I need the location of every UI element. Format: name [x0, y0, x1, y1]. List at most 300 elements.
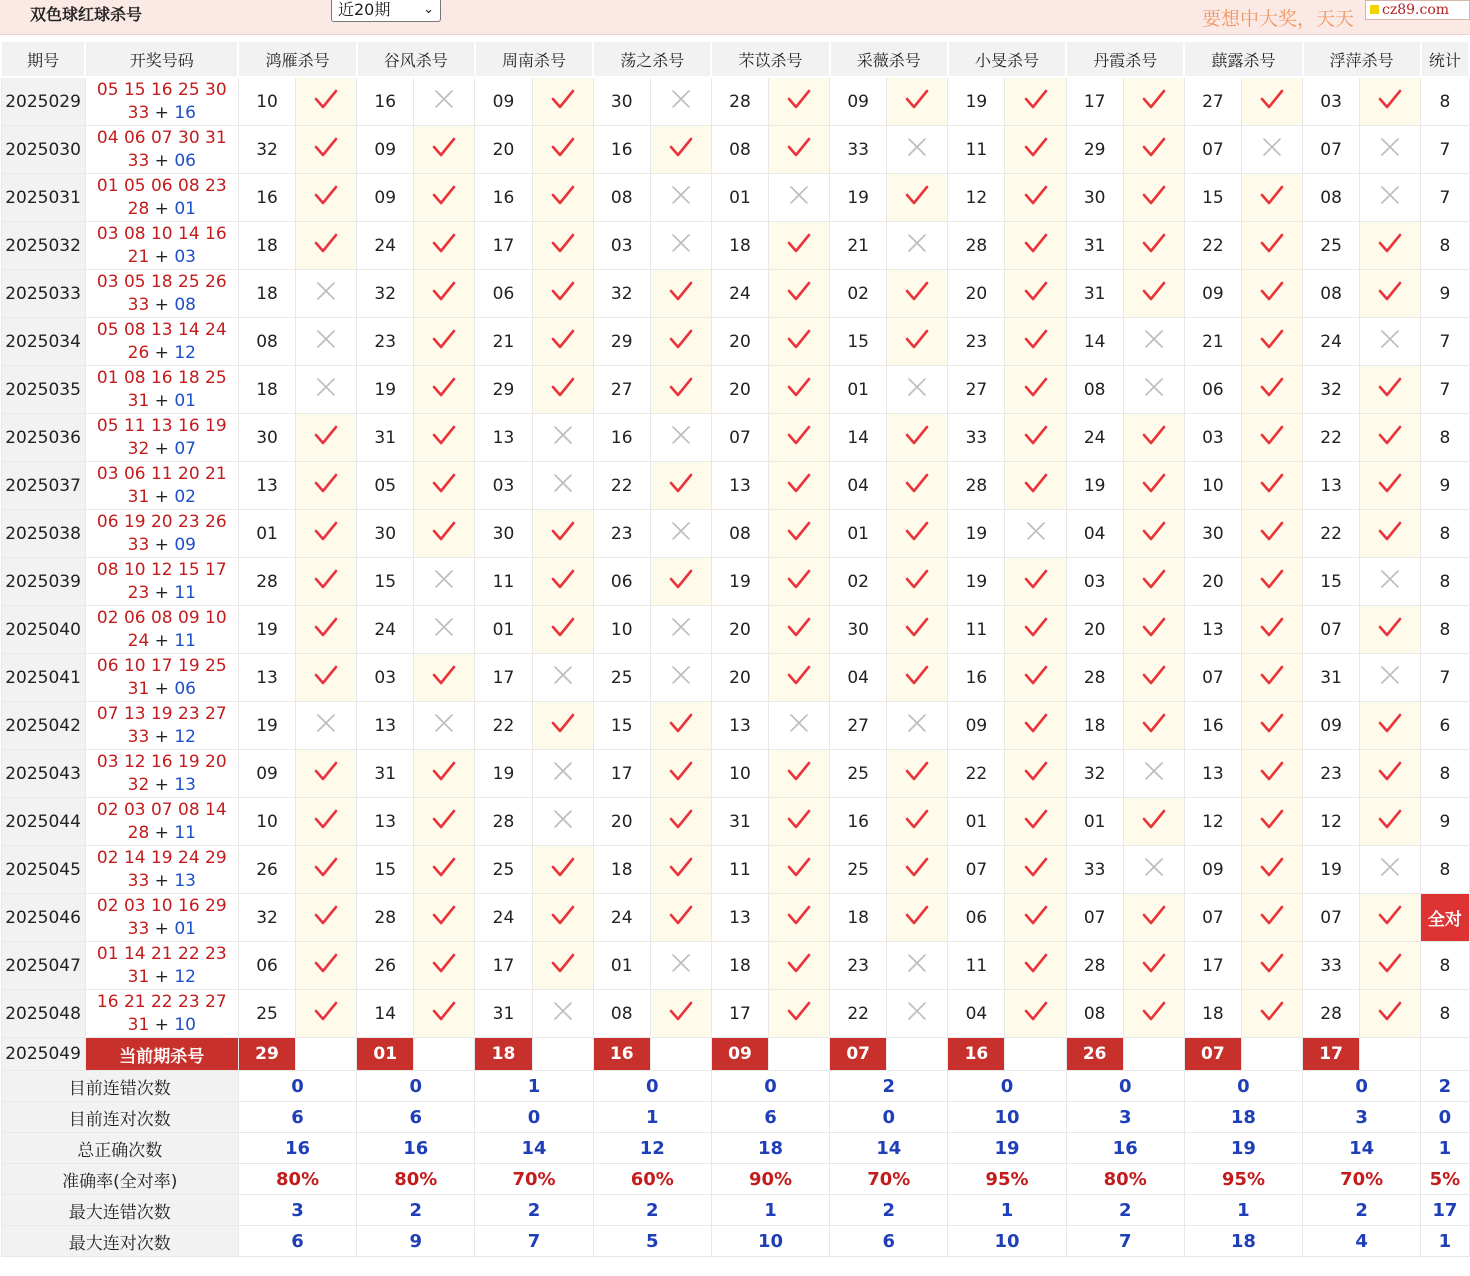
draw-red-line2: 31: [127, 486, 150, 507]
check-icon: [313, 616, 339, 638]
draw-red-line2: 26: [127, 342, 150, 363]
summary-row: [1, 1164, 1469, 1195]
check-icon: [1023, 472, 1049, 494]
result-mark: [1360, 77, 1421, 126]
result-mark: [296, 702, 357, 750]
summary-value: 6: [238, 1226, 356, 1257]
draw-red-line2: 31: [127, 390, 150, 411]
kill-number: 07: [948, 846, 1005, 894]
result-mark: [296, 894, 357, 942]
summary-value: 1: [948, 1195, 1066, 1226]
row-stat: 8: [1421, 846, 1469, 894]
result-mark: [1005, 366, 1066, 414]
draw-red-line2: 33: [127, 102, 150, 123]
logo-text: cz89.com: [1382, 2, 1450, 18]
check-icon: [550, 904, 576, 926]
result-mark: [296, 798, 357, 846]
check-icon: [1141, 616, 1167, 638]
kill-number: 15: [357, 846, 414, 894]
col-header-predictor: 芣苡杀号: [711, 41, 829, 77]
check-icon: [904, 328, 930, 350]
row-stat: 8: [1421, 990, 1469, 1038]
check-icon: [1023, 232, 1049, 254]
draw-numbers: [85, 942, 238, 990]
draw-numbers: [85, 366, 238, 414]
result-mark: [769, 606, 830, 654]
result-mark: [296, 77, 357, 126]
kill-number: 27: [830, 702, 887, 750]
draw-red-line1: 05 11 13 16 19: [96, 415, 227, 436]
summary-value: 0: [830, 1102, 948, 1133]
draw-red-line2: 24: [127, 630, 150, 651]
issue-number: 2025035: [1, 366, 85, 414]
result-mark: [769, 366, 830, 414]
kill-number: 13: [1184, 606, 1241, 654]
kill-number: 19: [357, 366, 414, 414]
draw-blue-ball: 12: [174, 726, 196, 747]
check-icon: [1259, 424, 1285, 446]
col-header-predictor: 谷风杀号: [357, 41, 475, 77]
plus-sign: +: [149, 1014, 175, 1035]
issue-number: 2025030: [1, 126, 85, 174]
result-mark: [414, 942, 475, 990]
draw-red-line1: 05 08 13 14 24: [96, 319, 227, 340]
check-icon: [904, 568, 930, 590]
cross-icon: [904, 952, 930, 974]
result-mark: [650, 606, 711, 654]
draw-blue-ball: 11: [174, 582, 196, 603]
kill-number: 09: [948, 702, 1005, 750]
table-row: [1, 510, 1469, 558]
kill-number: 08: [711, 510, 768, 558]
kill-number: 25: [1303, 222, 1360, 270]
site-logo[interactable]: [1365, 0, 1470, 20]
kill-number: 28: [948, 462, 1005, 510]
kill-number: 09: [1184, 270, 1241, 318]
table-row: [1, 318, 1469, 366]
summary-value: 2: [830, 1195, 948, 1226]
result-mark: [650, 414, 711, 462]
issue-number: 2025037: [1, 462, 85, 510]
check-icon: [431, 328, 457, 350]
table-row: [1, 270, 1469, 318]
cross-icon: [1141, 328, 1167, 350]
row-stat: 7: [1421, 366, 1469, 414]
check-icon: [550, 280, 576, 302]
check-icon: [1141, 88, 1167, 110]
kill-number: 01: [830, 366, 887, 414]
kill-number: 08: [1303, 174, 1360, 222]
kill-number: 16: [475, 174, 532, 222]
kill-number: 28: [475, 798, 532, 846]
check-icon: [904, 760, 930, 782]
result-mark: [650, 77, 711, 126]
issue-number: 2025038: [1, 510, 85, 558]
summary-value: 14: [1303, 1133, 1421, 1164]
kill-number: 09: [830, 77, 887, 126]
check-icon: [1023, 760, 1049, 782]
kill-number: 25: [238, 990, 295, 1038]
result-mark: [414, 126, 475, 174]
kill-number: 24: [357, 606, 414, 654]
result-mark: [414, 606, 475, 654]
empty-cell: [1123, 1038, 1184, 1071]
result-mark: [296, 270, 357, 318]
plus-sign: +: [149, 630, 175, 651]
check-icon: [1377, 88, 1403, 110]
summary-value: 9: [357, 1226, 475, 1257]
kill-number: 19: [711, 558, 768, 606]
kill-number: 33: [1303, 942, 1360, 990]
kill-number: 16: [593, 126, 650, 174]
page-title: 双色球红球杀号: [30, 5, 143, 24]
kill-number: 11: [475, 558, 532, 606]
summary-label: 目前连错次数: [1, 1071, 238, 1102]
draw-numbers: [85, 606, 238, 654]
row-stat: 8: [1421, 414, 1469, 462]
kill-number: 18: [238, 270, 295, 318]
summary-value: 2: [475, 1195, 593, 1226]
check-icon: [1141, 952, 1167, 974]
summary-value: 6: [711, 1102, 829, 1133]
kill-number: 13: [475, 414, 532, 462]
result-mark: [1241, 846, 1302, 894]
result-mark: [414, 654, 475, 702]
draw-numbers: [85, 414, 238, 462]
result-mark: [1241, 702, 1302, 750]
result-mark: [887, 942, 948, 990]
check-icon: [431, 184, 457, 206]
check-icon: [1141, 520, 1167, 542]
current-kill-number: 16: [948, 1038, 1005, 1071]
summary-value: 3: [1066, 1102, 1184, 1133]
kill-number: 07: [1303, 894, 1360, 942]
check-icon: [786, 952, 812, 974]
result-mark: [414, 798, 475, 846]
cross-icon: [668, 424, 694, 446]
col-header-issue: 期号: [1, 41, 85, 77]
check-icon: [431, 952, 457, 974]
kill-number: 09: [1184, 846, 1241, 894]
result-mark: [769, 510, 830, 558]
check-icon: [1259, 856, 1285, 878]
result-mark: [769, 558, 830, 606]
draw-numbers: [85, 654, 238, 702]
result-mark: [1360, 942, 1421, 990]
row-stat: 8: [1421, 942, 1469, 990]
summary-value: 95%: [948, 1164, 1066, 1195]
draw-blue-ball: 09: [174, 534, 196, 555]
kill-number: 23: [830, 942, 887, 990]
summary-value: 10: [711, 1226, 829, 1257]
summary-value: 19: [948, 1133, 1066, 1164]
result-mark: [532, 510, 593, 558]
result-mark: [650, 846, 711, 894]
check-icon: [668, 568, 694, 590]
check-icon: [550, 952, 576, 974]
cross-icon: [904, 232, 930, 254]
marquee-text: 要想中大奖，天天: [1202, 8, 1355, 30]
kill-number: 17: [1184, 942, 1241, 990]
check-icon: [1023, 424, 1049, 446]
check-icon: [313, 808, 339, 830]
summary-value: 0: [948, 1071, 1066, 1102]
kill-number: 21: [830, 222, 887, 270]
result-mark: [887, 654, 948, 702]
summary-value: 1: [475, 1071, 593, 1102]
result-mark: [650, 126, 711, 174]
check-icon: [786, 856, 812, 878]
result-mark: [769, 798, 830, 846]
kill-number: 17: [711, 990, 768, 1038]
result-mark: [650, 750, 711, 798]
result-mark: [1005, 126, 1066, 174]
summary-value: 0: [1303, 1071, 1421, 1102]
summary-value: 18: [1184, 1226, 1302, 1257]
result-mark: [887, 77, 948, 126]
draw-red-line2: 32: [127, 438, 150, 459]
result-mark: [296, 318, 357, 366]
kill-number: 22: [475, 702, 532, 750]
result-mark: [1241, 318, 1302, 366]
kill-number: 30: [593, 77, 650, 126]
kill-number: 12: [948, 174, 1005, 222]
result-mark: [769, 174, 830, 222]
kill-number: 24: [1303, 318, 1360, 366]
result-mark: [1005, 606, 1066, 654]
summary-stat: 0: [1421, 1102, 1469, 1133]
result-mark: [769, 654, 830, 702]
table-row: [1, 798, 1469, 846]
kill-number: 06: [475, 270, 532, 318]
draw-blue-ball: 11: [174, 630, 196, 651]
check-icon: [431, 760, 457, 782]
result-mark: [532, 798, 593, 846]
table-row: [1, 77, 1469, 126]
result-mark: [1005, 798, 1066, 846]
cross-icon: [550, 808, 576, 830]
row-stat: 7: [1421, 126, 1469, 174]
kill-number: 29: [593, 318, 650, 366]
cross-icon: [313, 280, 339, 302]
result-mark: [1123, 77, 1184, 126]
kill-number: 30: [475, 510, 532, 558]
result-mark: [532, 126, 593, 174]
result-mark: [1360, 558, 1421, 606]
plus-sign: +: [149, 150, 175, 171]
kill-number: 04: [1066, 510, 1123, 558]
issue-number: 2025036: [1, 414, 85, 462]
empty-cell: [1241, 1038, 1302, 1071]
result-mark: [1123, 894, 1184, 942]
kill-number: 22: [1303, 510, 1360, 558]
summary-value: 10: [948, 1102, 1066, 1133]
check-icon: [1023, 856, 1049, 878]
check-icon: [550, 376, 576, 398]
kill-number: 17: [475, 942, 532, 990]
draw-red-line2: 33: [127, 294, 150, 315]
kill-number: 14: [1066, 318, 1123, 366]
check-icon: [1023, 376, 1049, 398]
table-row: [1, 414, 1469, 462]
check-icon: [668, 280, 694, 302]
result-mark: [296, 414, 357, 462]
result-mark: [887, 126, 948, 174]
check-icon: [1023, 88, 1049, 110]
check-icon: [786, 376, 812, 398]
summary-value: 6: [238, 1102, 356, 1133]
check-icon: [1141, 280, 1167, 302]
kill-number: 16: [593, 414, 650, 462]
col-header-predictor: 浮萍杀号: [1303, 41, 1421, 77]
row-stat: 8: [1421, 510, 1469, 558]
draw-blue-ball: 13: [174, 870, 196, 891]
kill-number: 07: [1184, 126, 1241, 174]
check-icon: [431, 472, 457, 494]
result-mark: [887, 798, 948, 846]
period-select[interactable]: [331, 0, 441, 22]
current-kill-number: 01: [357, 1038, 414, 1071]
result-mark: [532, 174, 593, 222]
result-mark: [414, 318, 475, 366]
result-mark: [1123, 270, 1184, 318]
kill-number: 20: [1066, 606, 1123, 654]
summary-value: 60%: [593, 1164, 711, 1195]
col-header-predictor: 鸿雁杀号: [238, 41, 356, 77]
kill-number: 31: [1066, 270, 1123, 318]
plus-sign: +: [149, 486, 175, 507]
draw-blue-ball: 02: [174, 486, 196, 507]
draw-blue-ball: 16: [174, 102, 196, 123]
current-kill-number: 29: [238, 1038, 295, 1071]
row-stat: 7: [1421, 654, 1469, 702]
summary-value: 16: [357, 1133, 475, 1164]
result-mark: [650, 558, 711, 606]
draw-blue-ball: 06: [174, 678, 196, 699]
result-mark: [1241, 510, 1302, 558]
check-icon: [1141, 232, 1167, 254]
kill-number: 30: [357, 510, 414, 558]
plus-sign: +: [149, 246, 175, 267]
result-mark: [1005, 174, 1066, 222]
plus-sign: +: [149, 918, 175, 939]
check-icon: [550, 328, 576, 350]
result-mark: [1360, 222, 1421, 270]
result-mark: [414, 462, 475, 510]
check-icon: [1141, 184, 1167, 206]
result-mark: [532, 942, 593, 990]
check-icon: [786, 1000, 812, 1022]
check-icon: [313, 232, 339, 254]
table-row: [1, 126, 1469, 174]
check-icon: [550, 232, 576, 254]
summary-value: 0: [238, 1071, 356, 1102]
kill-number: 20: [711, 318, 768, 366]
kill-number: 33: [830, 126, 887, 174]
issue-number: 2025044: [1, 798, 85, 846]
result-mark: [414, 222, 475, 270]
summary-stat: 1: [1421, 1226, 1469, 1257]
result-mark: [296, 174, 357, 222]
result-mark: [1005, 462, 1066, 510]
result-mark: [887, 894, 948, 942]
check-icon: [1259, 472, 1285, 494]
col-header-draw: 开奖号码: [85, 41, 238, 77]
result-mark: [1123, 846, 1184, 894]
check-icon: [431, 904, 457, 926]
table-row: [1, 750, 1469, 798]
kill-number: 01: [238, 510, 295, 558]
result-mark: [650, 318, 711, 366]
cross-icon: [1141, 376, 1167, 398]
summary-value: 0: [1184, 1071, 1302, 1102]
draw-numbers: [85, 510, 238, 558]
result-mark: [532, 222, 593, 270]
col-header-predictor: 蕻露杀号: [1184, 41, 1302, 77]
kill-number: 01: [1066, 798, 1123, 846]
result-mark: [1360, 798, 1421, 846]
kill-number: 13: [711, 702, 768, 750]
kill-number: 31: [357, 750, 414, 798]
draw-numbers: [85, 318, 238, 366]
check-icon: [668, 376, 694, 398]
check-icon: [786, 568, 812, 590]
check-icon: [1377, 376, 1403, 398]
kill-number: 13: [711, 462, 768, 510]
kill-number: 33: [1066, 846, 1123, 894]
kill-number: 28: [1066, 654, 1123, 702]
draw-red-line2: 32: [127, 774, 150, 795]
summary-value: 12: [593, 1133, 711, 1164]
draw-red-line1: 07 13 19 23 27: [96, 703, 227, 724]
check-icon: [313, 952, 339, 974]
result-mark: [769, 846, 830, 894]
kill-number: 19: [475, 750, 532, 798]
kill-number: 30: [238, 414, 295, 462]
kill-number: 22: [1184, 222, 1241, 270]
result-mark: [1123, 702, 1184, 750]
row-stat: 9: [1421, 270, 1469, 318]
draw-numbers: [85, 270, 238, 318]
result-mark: [887, 750, 948, 798]
result-mark: [1241, 174, 1302, 222]
kill-number: 27: [1184, 77, 1241, 126]
kill-number: 20: [475, 126, 532, 174]
draw-blue-ball: 06: [174, 150, 196, 171]
empty-cell: [650, 1038, 711, 1071]
kill-number: 15: [593, 702, 650, 750]
check-icon: [668, 136, 694, 158]
kill-number: 17: [475, 222, 532, 270]
result-mark: [532, 846, 593, 894]
kill-number: 10: [593, 606, 650, 654]
period-select-value: 近20期: [338, 0, 391, 19]
result-mark: [1360, 750, 1421, 798]
draw-red-line1: 05 15 16 25 30: [96, 79, 227, 100]
kill-number: 02: [830, 270, 887, 318]
check-icon: [1141, 712, 1167, 734]
check-icon: [1141, 904, 1167, 926]
kill-number: 19: [238, 606, 295, 654]
kill-number: 08: [1066, 366, 1123, 414]
result-mark: [650, 222, 711, 270]
result-mark: [1123, 318, 1184, 366]
result-mark: [1123, 558, 1184, 606]
kill-number: 01: [830, 510, 887, 558]
check-icon: [431, 376, 457, 398]
kill-number: 32: [357, 270, 414, 318]
kill-number: 07: [711, 414, 768, 462]
